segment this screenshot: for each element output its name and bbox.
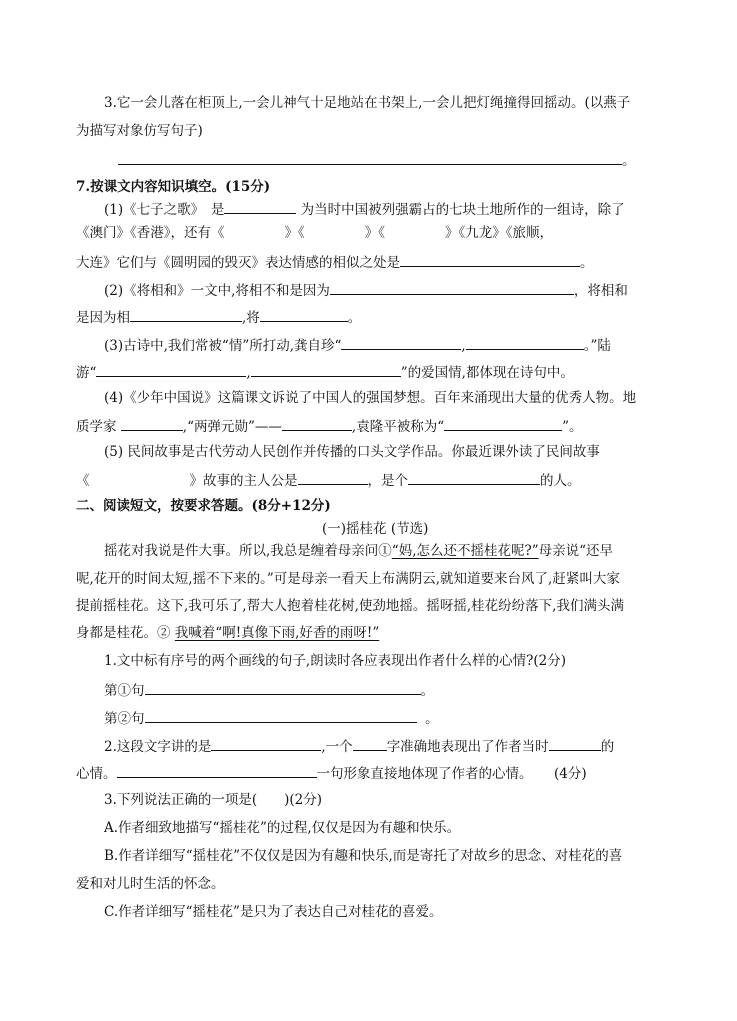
underlined-sentence-1: “妈,怎么还不摇桂花呢?” xyxy=(391,543,539,559)
answer-blank[interactable] xyxy=(130,307,242,322)
s7-item3-line2: 游“ , ”的爱国情,都体现在诗句中。 xyxy=(76,362,574,382)
answer-blank[interactable] xyxy=(117,763,317,778)
score-note: (4分) xyxy=(553,766,587,782)
answer-blank[interactable] xyxy=(121,416,183,431)
q3-line2: 为描写对象仿写句子) xyxy=(76,123,203,139)
s7-item2-line1: (2)《将相和》一文中,将相不和是因为 ，将相和 xyxy=(104,280,628,300)
s7-item2-line2: 是因为相 ,将 。 xyxy=(76,307,361,327)
answer-blank[interactable] xyxy=(298,470,368,485)
q3-end: 。 xyxy=(622,153,636,169)
option-a[interactable]: A.作者细致地描写“摇桂花”的过程,仅仅是因为有趣和快乐。 xyxy=(104,820,461,836)
answer-blank[interactable] xyxy=(251,362,401,377)
underlined-sentence-2: 我喊着“啊!真像下雨,好香的雨呀!” xyxy=(174,625,380,641)
answer-blank[interactable] xyxy=(260,307,348,322)
q1-sentence2: 第②句 。 xyxy=(104,708,439,728)
s7-item5-line2: 《 》故事的主人公是 ，是个 的人。 xyxy=(76,470,581,490)
s7-item1-line3: 大连》它们与《圆明园的毁灭》表达情感的相似之处是 。 xyxy=(76,252,594,272)
answer-blank[interactable] xyxy=(224,199,296,214)
question-2-line2: 心情。 一句形象直接地体现了作者的心情。 (4分) xyxy=(76,763,587,783)
q3-line1: 3.它一会儿落在柜顶上,一会儿神气十足地站在书架上,一会儿把灯绳撞得回摇动。(以燕子 xyxy=(104,95,631,111)
passage-title: (一)摇桂花 (节选) xyxy=(322,521,429,537)
answer-blank[interactable] xyxy=(549,736,601,751)
section2-heading: 二、阅读短文，按要求答题。(8分+12分) xyxy=(76,498,331,514)
answer-blank[interactable] xyxy=(145,680,421,695)
answer-blank[interactable] xyxy=(118,150,622,165)
s7-item5-line1: (5) 民间故事是古代劳动人民创作并传播的口头文学作品。你最近课外读了民间故事 xyxy=(104,444,600,460)
passage-line1: 摇花对我说是件大事。所以,我总是缠着母亲问①“妈,怎么还不摇桂花呢?”母亲说“还早 xyxy=(104,543,614,559)
option-c[interactable]: C.作者详细写“摇桂花”是只为了表达自己对桂花的喜爱。 xyxy=(104,904,443,920)
s7-item3-line1: (3)古诗中,我们常被“情”所打动,龚自珍“ , 。”陆 xyxy=(104,335,611,355)
answer-blank[interactable] xyxy=(211,736,321,751)
s7-item4-line1: (4)《少年中国说》这篇课文诉说了中国人的强国梦想。百年来涌现出大量的优秀人物。地 xyxy=(104,390,637,406)
answer-blank[interactable] xyxy=(341,335,461,350)
question-3: 3.下列说法正确的一项是( )(2分) xyxy=(104,792,323,808)
question-2-line1: 2.这段文字讲的是 ,一个 字准确地表现出了作者当时 的 xyxy=(104,736,614,756)
answer-blank[interactable] xyxy=(466,335,584,350)
q1-sentence1: 第①句 。 xyxy=(104,680,434,700)
passage-line2: 呢,花开的时间太短,摇不下来的。”可是母亲一看天上布满阴云,就知道要来台风了,赶紧叫大家 xyxy=(76,571,620,587)
option-b-line2[interactable]: 爱和对儿时生活的怀念。 xyxy=(76,876,225,892)
passage-line4: 身都是桂花。② 我喊着“啊!真像下雨,好香的雨呀!” xyxy=(76,625,380,641)
q3-answer-line[interactable] xyxy=(118,150,636,170)
s7-item1-line1: (1)《七子之歌》 是 为当时中国被列强霸占的七块土地所作的一组诗，除了 xyxy=(104,199,625,219)
section7-heading: 7.按课文内容知识填空。(15分) xyxy=(76,179,271,195)
answer-blank[interactable] xyxy=(408,470,540,485)
answer-blank[interactable] xyxy=(145,708,417,723)
s7-item4-line2: 质学家 ,“两弹元勋”—— ,袁隆平被称为“ ”。 xyxy=(76,416,583,436)
answer-blank[interactable] xyxy=(282,416,352,431)
option-b-line1[interactable]: B.作者详细写“摇桂花”不仅仅是因为有趣和快乐,而是寄托了对故乡的思念、对桂花的喜 xyxy=(104,848,623,864)
s7-item1-line2: 《澳门》《香港》，还有《 》《 》《 》《九龙》《旅顺， xyxy=(76,225,553,241)
passage-line3: 提前摇桂花。这下,我可乐了,帮大人抱着桂花树,使劲地摇。摇呀摇,桂花纷纷落下,我们满头满 xyxy=(76,598,624,614)
question-1: 1.文中标有序号的两个画线的句子,朗读时各应表现出作者什么样的心情?(2分) xyxy=(104,653,567,669)
answer-blank[interactable] xyxy=(96,362,246,377)
answer-blank[interactable] xyxy=(400,252,580,267)
answer-blank[interactable] xyxy=(330,280,574,295)
answer-blank[interactable] xyxy=(353,736,387,751)
answer-blank[interactable] xyxy=(444,416,562,431)
